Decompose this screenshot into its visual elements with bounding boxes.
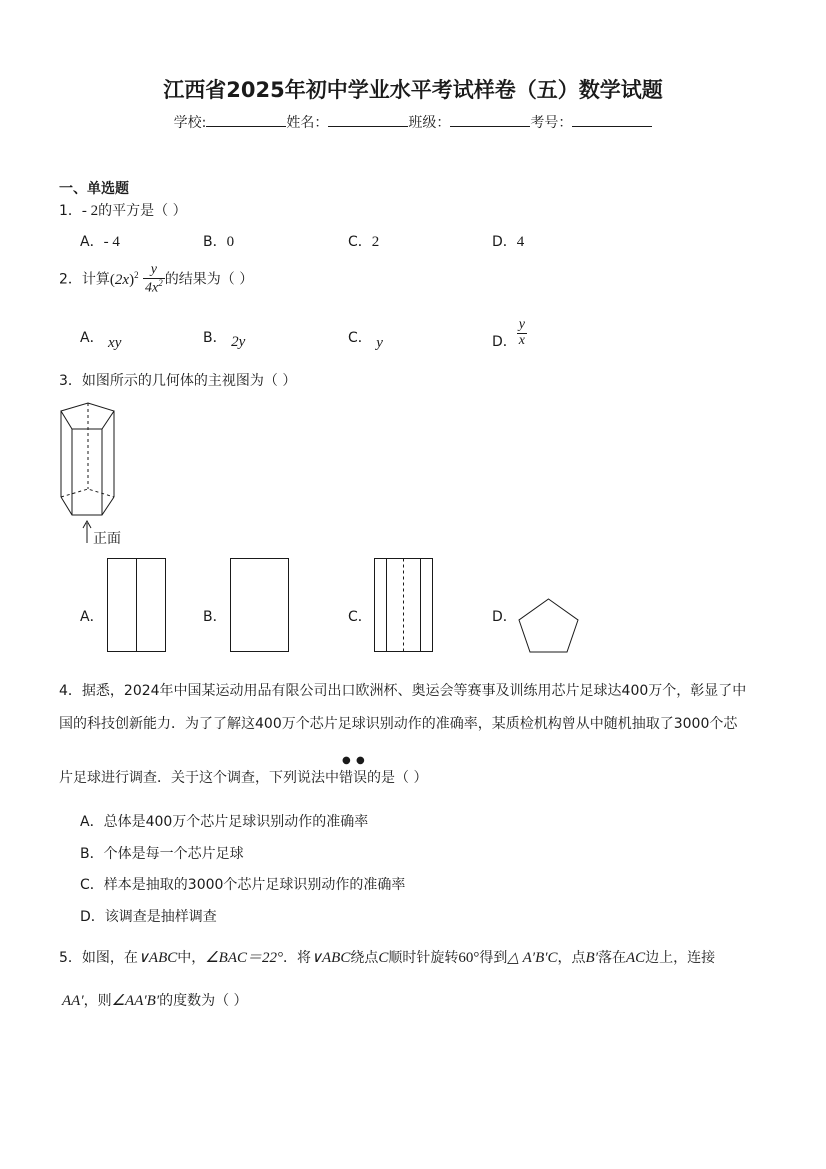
q2-fraction-numerator: y [143,263,165,279]
option-letter: B． [203,234,227,250]
q5-number: 5． [59,950,82,966]
exam-number-blank [572,114,652,127]
q4-line-3 [59,755,428,787]
q3-option-c-label: C． [348,609,372,625]
q5-text: 如图，在 [81,950,138,966]
q1-text: 的平方是（ ） [98,203,187,219]
q5-rotation-angle: 60° [458,950,480,966]
q4-option-c [80,874,405,894]
q2-fraction-denominator [143,279,165,296]
q4-emphasis [339,755,367,787]
q2-number: 2． [59,271,82,288]
q3-number: 3． [59,373,82,389]
option-letter: C． [348,330,372,346]
school-label: 学校: [173,115,207,131]
q5-text: 绕点 [350,950,379,966]
option-letter: A． [80,814,104,830]
q3-option-b-label: B． [203,609,227,625]
q4-option-b [80,843,244,863]
option-letter: A． [80,330,104,346]
option-letter: D． [492,234,517,250]
q2-option-c [348,327,383,351]
q4-option-d [80,906,217,926]
q5-text: ．将 [283,950,312,966]
option-value: 2y [231,334,246,350]
q3-option-c-figure [374,558,434,653]
q2-d-numerator: y [518,317,525,332]
q2-den-base: 4x [145,280,159,296]
option-value: y [376,335,383,351]
option-letter: B． [203,330,227,346]
q4-emphasis-text: 错误 [339,770,367,786]
prism-bottom-visible [61,497,114,515]
question-2 [59,263,253,296]
q2-prefix: 计算 [81,271,110,288]
option-value: xy [108,335,122,351]
q1-option-a [80,231,120,251]
option-letter: D． [80,909,105,925]
q5-point-b-prime: B′ [585,950,598,966]
school-blank [206,114,286,127]
q4-text-3-end: 的是（ ） [367,770,428,786]
q3-option-a-label: A． [80,609,104,625]
emphasis-dot: ● [342,755,351,766]
name-blank [328,114,408,127]
class-label: 班级： [408,115,451,131]
question-3 [59,370,296,390]
option-value: 4 [516,234,525,250]
q2-den-exponent: 2 [158,277,163,288]
page-title: 江西省2025年初中学业水平考试样卷（五）数学试题 [163,78,663,102]
q4-line-2: 国的科技创新能力．为了了解这400万个芯片足球识别动作的准确率，某质检机构曾从中随机抽取了3000个芯 [59,716,738,732]
q3-option-a-figure [107,558,167,653]
q4-text-3: 片足球进行调查．关于这个调查，下列说法中 [59,770,339,786]
option-value: 0 [226,234,235,250]
option-letter: B． [80,846,104,862]
q4-text-1: 据悉，2024年中国某运动用品有限公司出口欧洲杯、奥运会等赛事及训练用芯片足球达400万个，彰显了中 [81,683,747,699]
q5-text: 得到 [479,950,508,966]
option-value: 2 [371,234,380,250]
q2-exponent: 2 [134,269,139,280]
option-letter: A． [80,234,104,250]
name-label: 姓名： [286,115,329,131]
q5-point-c: C [378,950,389,966]
front-arrow-icon [82,520,92,544]
q5-line-1 [59,946,715,967]
q2-d-fraction [517,318,527,348]
exam-number-label: 考号： [530,115,573,131]
q3-text: 如图所示的几何体的主视图为（ ） [81,373,297,389]
q4-number: 4． [59,683,82,699]
option-value: 个体是每一个芯片足球 [103,846,244,862]
q5-segment-ac: AC [625,950,646,966]
q1-option-d [492,231,524,251]
q1-option-c [348,231,379,251]
option-value: - 4 [103,234,120,250]
question-1 [59,200,187,220]
q2-base: 2x [114,271,130,288]
q4-option-a [80,811,368,831]
option-letter: D． [492,334,517,351]
q5-angle-bac: ∠BAC＝22° [205,950,284,966]
front-label: 正面 [93,531,121,547]
q5-line-2 [62,990,248,1010]
q5-angle-aa-b: ∠AA′B′ [111,993,160,1009]
q2-option-d [492,317,527,351]
q3-option-d-label: D． [492,609,517,625]
option-value: 样本是抽取的3000个芯片足球识别动作的准确率 [103,877,406,893]
q5-text: 落在 [597,950,626,966]
q4-line-1 [59,680,746,700]
q1-option-b [203,231,234,251]
q5-text: ，则 [83,993,112,1009]
emphasis-dot: ● [356,755,365,766]
q2-option-a [80,327,122,351]
q2-d-denominator: x [518,332,525,348]
q5-text: 的度数为（ ） [159,993,248,1009]
student-info-line [0,112,826,132]
class-blank [450,114,530,127]
section-title: 一、单选题 [59,181,129,197]
prism-bottom-hidden [61,489,114,497]
q5-triangle-abc: ∨ABC [137,950,178,966]
q5-segment-aa-prime: AA′ [62,993,84,1009]
q2-suffix: 的结果为（ ） [164,271,254,288]
option-letter: C． [348,234,372,250]
q5-triangle-abc-2: ∨ABC [311,950,351,966]
q5-text: ，点 [557,950,586,966]
q1-expression: - 2 [81,203,99,219]
q3-option-b-figure [230,558,290,653]
q5-text: 中， [177,950,206,966]
q3-option-d-figure [518,598,580,654]
q5-text: 边上，连接 [645,950,716,966]
q2-option-b [203,327,246,350]
q5-text: 顺时针旋转 [388,950,459,966]
option-letter: C． [80,877,104,893]
q2-fraction [143,263,165,296]
option-value: 该调查是抽样调查 [104,909,217,925]
option-value: 总体是400万个芯片足球识别动作的准确率 [103,814,369,830]
pentagonal-prism-figure [58,402,118,522]
q5-triangle-rotated: △ A′B′C [507,950,558,966]
q2-power: $(2x)^2$ [109,269,139,288]
q1-number: 1． [59,203,82,219]
